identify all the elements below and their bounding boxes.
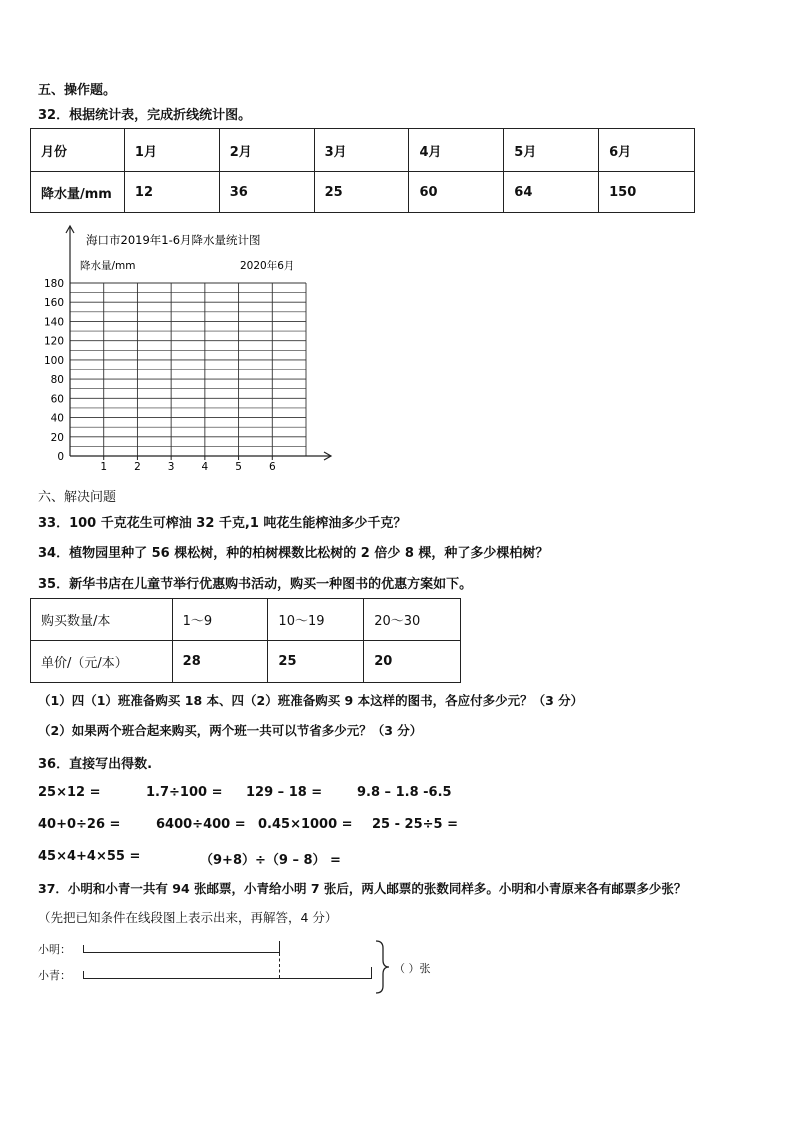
rainfall-header-cell: 月份: [31, 129, 125, 172]
discount-header-cell: 1～9: [172, 599, 268, 641]
chart-date-note: 2020年6月: [240, 260, 295, 272]
q33-text: 33．100 千克花生可榨油 32 千克,1 吨花生能榨油多少千克？: [38, 516, 407, 531]
q36-item: 9.8 – 1.8 -6.5: [357, 785, 452, 800]
chart-x-tick-label: 1: [100, 461, 108, 473]
q37-note: （先把已知条件在线段图上表示出来，再解答，4 分）: [38, 910, 338, 925]
rainfall-header-cell: 6月: [599, 129, 695, 172]
q35-text: 35．新华书店在儿童节举行优惠购书活动，购买一种图书的优惠方案如下。: [38, 577, 473, 592]
chart-y-tick-label: 100: [43, 354, 64, 367]
q36-item: 129 – 18 =: [246, 785, 323, 800]
xiaoqing-segment[interactable]: [83, 978, 371, 979]
chart-ylabel: 降水量/mm: [80, 260, 136, 272]
chart-y-tick-label: 0: [57, 451, 64, 463]
segment-end-tick: [279, 941, 280, 953]
chart-x-tick-label: 3: [167, 461, 175, 473]
chart-x-tick-label: 4: [201, 461, 209, 473]
chart-y-tick-label: 80: [50, 374, 64, 387]
rainfall-value-cell: 25: [314, 172, 409, 213]
segment-end-tick: [371, 967, 372, 979]
discount-header-cell: 10～19: [268, 599, 364, 641]
rainfall-header-cell: 5月: [504, 129, 599, 172]
rainfall-header-cell: 1月: [124, 129, 219, 172]
q36-item: （9+8）÷（9 – 8） =: [200, 853, 341, 868]
rainfall-value-cell: 36: [219, 172, 314, 213]
q36-item: 25 - 25÷5 =: [372, 817, 458, 832]
discount-table: [30, 598, 461, 683]
label-xiaoming: 小明：: [38, 943, 71, 956]
brace-icon: [374, 940, 394, 994]
section-6-title: 六、解决问题: [38, 490, 117, 505]
chart-y-tick-label: 20: [50, 431, 64, 444]
discount-value-cell: 单价/（元/本）: [31, 641, 173, 683]
chart-x-tick-label: 5: [235, 461, 242, 473]
q36-item: 40+0÷26 =: [38, 817, 121, 832]
rainfall-value-cell: 60: [409, 172, 504, 213]
q35-sub1: （1）四（1）班准备购买 18 本、四（2）班准备购买 9 本这样的图书，各应付多少元？（3 分）: [38, 693, 584, 708]
q37-text: 37．小明和小青一共有 94 张邮票，小青给小明 7 张后，两人邮票的张数同样多。小明和小青原来各有邮票多少张？: [38, 881, 687, 896]
q32-text: 32．根据统计表，完成折线统计图。: [38, 108, 252, 123]
rainfall-value-cell: 150: [599, 172, 695, 213]
q36-item: 6400÷400 =: [156, 817, 246, 832]
label-xiaoqing: 小青：: [38, 969, 71, 982]
chart-y-tick-label: 160: [43, 297, 64, 310]
q35-sub2: （2）如果两个班合起来购买，两个班一共可以节省多少元？（3 分）: [38, 723, 423, 738]
chart-y-tick-label: 140: [43, 316, 64, 329]
rainfall-line-chart[interactable]: [26, 224, 338, 476]
rainfall-header-cell: 3月: [314, 129, 409, 172]
discount-value-cell: 28: [172, 641, 268, 683]
q34-text: 34．植物园里种了 56 棵松树，种的柏树棵数比松树的 2 倍少 8 棵，种了多少棵柏树？: [38, 546, 549, 561]
q36-item: 45×4+4×55 =: [38, 849, 141, 864]
discount-header-cell: 购买数量/本: [31, 599, 173, 641]
discount-header-cell: 20～30: [364, 599, 461, 641]
rainfall-header-cell: 4月: [409, 129, 504, 172]
discount-value-cell: 20: [364, 641, 461, 683]
section-5-title: 五、操作题。: [38, 83, 117, 98]
chart-y-tick-label: 120: [43, 335, 64, 348]
q36-item: 0.45×1000 =: [258, 817, 353, 832]
rainfall-value-cell: 降水量/mm: [31, 172, 125, 213]
chart-title: 海口市2019年1-6月降水量统计图: [86, 233, 261, 247]
q36-item: 1.7÷100 =: [146, 785, 223, 800]
rainfall-table: [30, 128, 695, 213]
q36-text: 36．直接写出得数.: [38, 757, 153, 772]
chart-y-tick-label: 180: [43, 278, 64, 290]
rainfall-value-cell: 64: [504, 172, 599, 213]
chart-canvas: [26, 224, 338, 476]
answer-blank[interactable]: （ ）张: [394, 962, 431, 975]
q36-item: 25×12 =: [38, 785, 101, 800]
xiaoming-segment[interactable]: [83, 952, 279, 953]
chart-y-tick-label: 40: [50, 412, 64, 425]
rainfall-value-cell: 12: [124, 172, 219, 213]
chart-y-tick-label: 60: [50, 393, 64, 406]
chart-x-tick-label: 6: [268, 461, 276, 473]
chart-x-tick-label: 2: [134, 461, 141, 473]
segment-divider: [279, 953, 280, 978]
rainfall-header-cell: 2月: [219, 129, 314, 172]
discount-value-cell: 25: [268, 641, 364, 683]
